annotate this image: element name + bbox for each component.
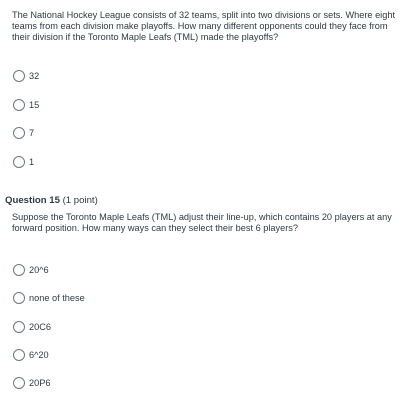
- question-14-text: The National Hockey League consists of 32 teams, split into two divisions or sets. Where eight teams from each division make playoffs. How many different opponents could they face from their division if the Toronto Maple Leafs (TML) made the playoffs?: [12, 10, 395, 43]
- q15-option-20p6[interactable]: [13, 376, 50, 390]
- question-15-text: Suppose the Toronto Maple Leafs (TML) adjust their line-up, which contains 20 players at any forward position. How many ways can they select their best 6 players?: [12, 212, 392, 234]
- q14-option-label: 15: [29, 100, 40, 110]
- radio-button[interactable]: [13, 127, 25, 139]
- q15-option-label: 20P6: [29, 378, 51, 388]
- q14-option-1[interactable]: [13, 155, 34, 169]
- q15-option-label: none of these: [29, 293, 85, 303]
- question-points: (1 point): [62, 195, 98, 206]
- q15-option-20-pow-6[interactable]: [13, 263, 49, 277]
- radio-button[interactable]: [13, 70, 25, 82]
- q15-option-label: 20^6: [29, 265, 49, 275]
- radio-button[interactable]: [13, 321, 25, 333]
- q15-option-label: 20C6: [29, 322, 51, 332]
- question-number: Question 15: [5, 195, 60, 206]
- radio-button[interactable]: [13, 349, 25, 361]
- q14-option-32[interactable]: [13, 69, 39, 83]
- q15-option-20c6[interactable]: [13, 320, 51, 334]
- q15-option-label: 6^20: [29, 350, 49, 360]
- q14-option-label: 7: [29, 128, 35, 138]
- question-15-header: [5, 195, 98, 207]
- radio-button[interactable]: [13, 264, 25, 276]
- radio-button[interactable]: [13, 156, 25, 168]
- radio-button[interactable]: [13, 99, 25, 111]
- q14-option-15[interactable]: [13, 98, 39, 112]
- q14-option-label: 32: [29, 71, 40, 81]
- q15-option-none-of-these[interactable]: [13, 291, 85, 305]
- radio-button[interactable]: [13, 292, 25, 304]
- radio-button[interactable]: [13, 377, 25, 389]
- q15-option-6-pow-20[interactable]: [13, 348, 49, 362]
- q14-option-label: 1: [29, 157, 35, 167]
- q14-option-7[interactable]: [13, 126, 34, 140]
